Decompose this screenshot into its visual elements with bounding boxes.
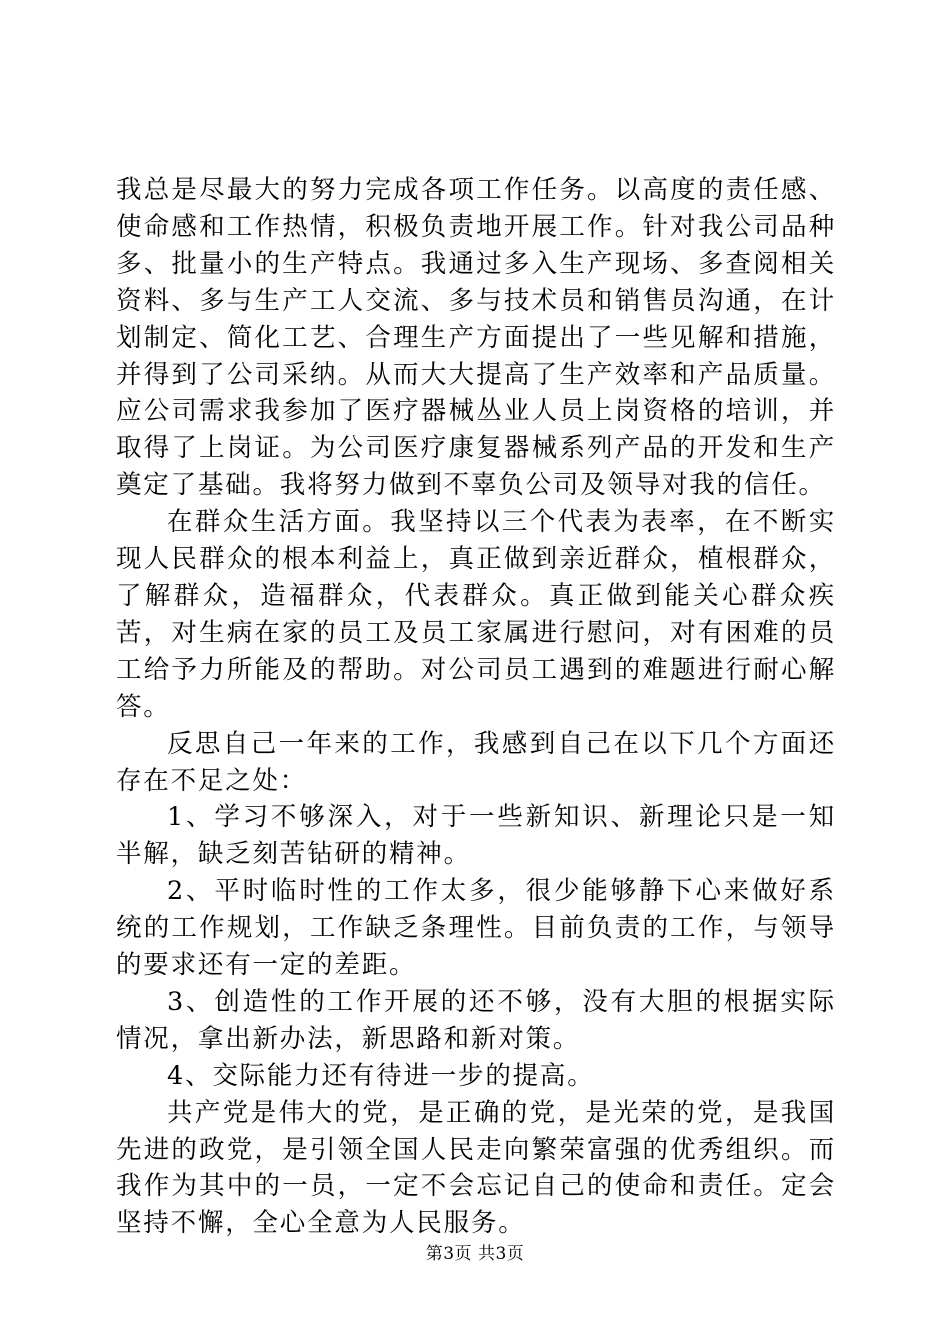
paragraph-conclusion: 共产党是伟大的党，是正确的党，是光荣的党，是我国先进的政党，是引领全国人民走向繁荣富强的优秀组织。而我作为其中的一员，一定不会忘记自己的使命和责任。定会坚持不懈，全心全意为人民服务。 — [116, 1097, 836, 1239]
paragraph-reflection: 反思自己一年来的工作，我感到自己在以下几个方面还存在不足之处： — [116, 728, 836, 796]
list-item-shortcoming-4: 4、交际能力还有待进一步的提高。 — [167, 1060, 595, 1091]
document-body — [116, 172, 836, 1242]
list-item-shortcoming-1: 1、学习不够深入，对于一些新知识、新理论只是一知半解，缺乏刻苦钻研的精神。 — [116, 802, 836, 870]
paragraph-work-tasks: 我总是尽最大的努力完成各项工作任务。以高度的责任感、使命感和工作热情，积极负责地开展工作。针对我公司品种多、批量小的生产特点。我通过多入生产现场、多查阅相关资料、多与生产工人交流、多与技术员和销售员沟通，在计划制定、简化工艺、合理生产方面提出了一些见解和措施，并得到了公司采纳。从而大大提高了生产效率和产品质量。应公司需求我参加了医疗器械丛业人员上岗资格的培训，并取得了上岗证。为公司医疗康复器械系列产品的开发和生产奠定了基础。我将努力做到不辜负公司及领导对我的信任。 — [116, 175, 836, 501]
page-number-label: 第3页 共3页 — [425, 1244, 525, 1264]
paragraph-mass-life: 在群众生活方面。我坚持以三个代表为表率，在不断实现人民群众的根本利益上，真正做到亲近群众，植根群众，了解群众，造福群众，代表群众。真正做到能关心群众疾苦，对生病在家的员工及员工家属进行慰问，对有困难的员工给予力所能及的帮助。对公司员工遇到的难题进行耐心解答。 — [116, 507, 836, 722]
list-item-shortcoming-2: 2、平时临时性的工作太多，很少能够静下心来做好系统的工作规划，工作缺乏条理性。目前负责的工作，与领导的要求还有一定的差距。 — [116, 876, 836, 981]
list-item-shortcoming-3: 3、创造性的工作开展的还不够，没有大胆的根据实际情况，拿出新办法，新思路和新对策。 — [116, 986, 836, 1054]
page-footer — [0, 1243, 950, 1265]
